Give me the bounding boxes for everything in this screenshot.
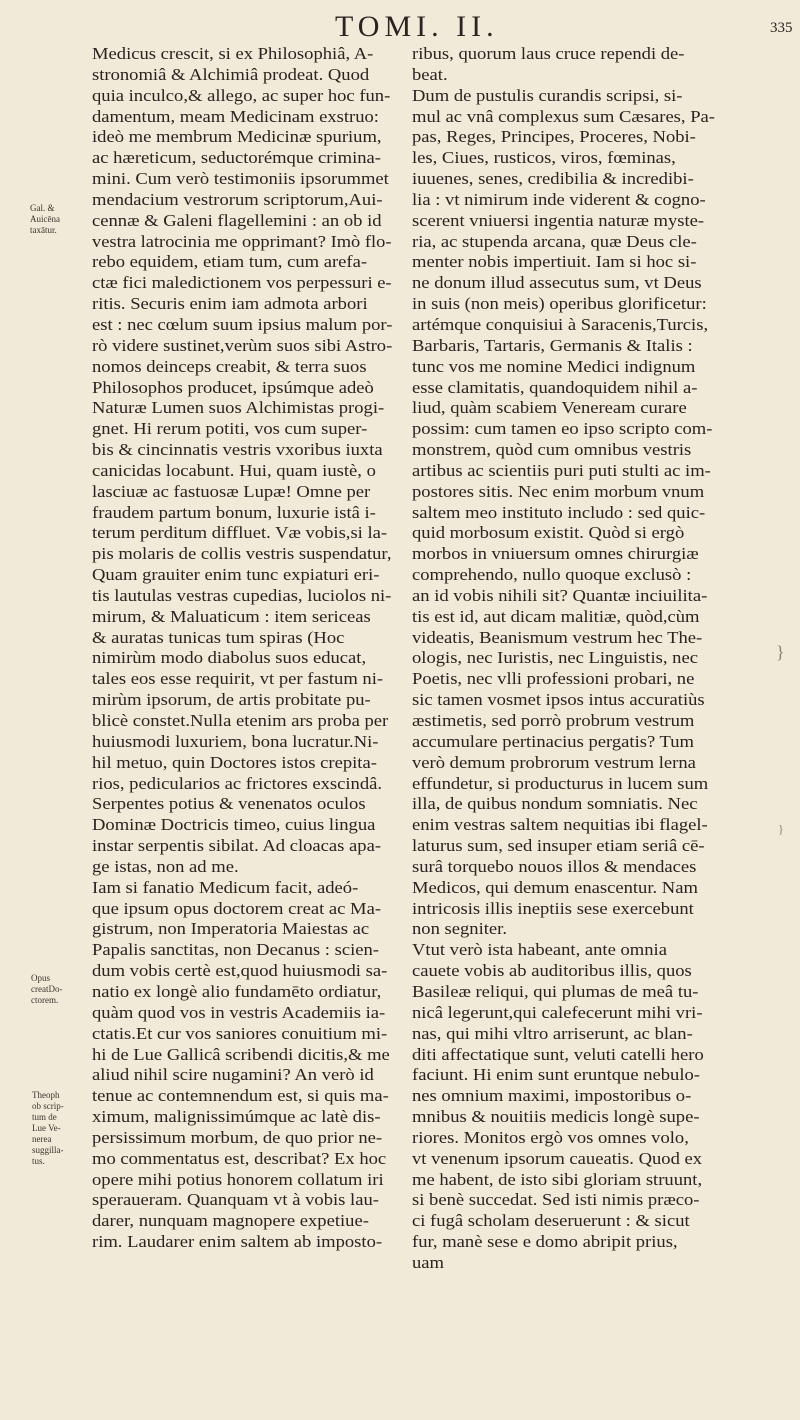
- text-line: faciunt. Hi enim sunt eruntque nebulo-: [412, 1065, 700, 1085]
- text-line: diti affectatique sunt, veluti catelli hero: [412, 1044, 704, 1064]
- text-line: dum vobis certè est,quod huiusmodi sa-: [92, 961, 388, 981]
- margin-note-line: Lue Ve-: [32, 1123, 61, 1133]
- text-line: quàm quod vos in vestris Academiis ia-: [92, 1002, 386, 1022]
- margin-note-galen-avicenna: [30, 203, 60, 236]
- text-line: Papalis sanctitas, non Decanus : scien-: [92, 940, 379, 960]
- text-line: Medicos, qui demum enascentur. Nam: [412, 877, 698, 897]
- text-line: pas, Reges, Principes, Proceres, Nobi-: [412, 127, 696, 147]
- margin-note-opus-doctorem: [31, 973, 62, 1006]
- text-line: quia inculco,& allego, ac super hoc fun-: [92, 85, 391, 105]
- text-line: Vtut verò ista habeant, ante omnia: [412, 940, 667, 960]
- text-line: tenue ac contemnendum est, si quis ma-: [92, 1086, 389, 1106]
- text-line: lasciuæ ac fastuosæ Lupæ! Omne per: [92, 481, 371, 501]
- text-line: stronomiâ & Alchimiâ prodeat. Quod: [92, 64, 370, 84]
- text-line: me habent, de isto sibi gloriam struunt,: [412, 1169, 703, 1189]
- text-line: Dominæ Doctricis timeo, cuius lingua: [92, 815, 376, 835]
- text-line: accumulare pertinacius pergatis? Tum: [412, 731, 694, 751]
- text-line: mul ac vnâ complexus sum Cæsares, Pa-: [412, 106, 715, 126]
- edge-mark: }: [776, 642, 785, 662]
- text-line: rios, pedicularios ac frictores exscindâ.: [92, 773, 383, 793]
- text-line: instar serpentis sibilat. Ad cloacas apa-: [92, 836, 382, 856]
- left-column: [92, 44, 392, 1253]
- text-line: tales eos esse requirit, vt per fastum ni-: [92, 669, 384, 689]
- text-line: comprehendo, nullo quoque exclusò :: [412, 565, 692, 585]
- text-line: rebo equidem, etiam tum, cum arefa-: [92, 252, 368, 272]
- text-line: riores. Monitos ergò vos omnes volo,: [412, 1127, 689, 1147]
- margin-note-line: suggilla-: [32, 1145, 64, 1155]
- text-line: Quam grauiter enim tunc expiaturi eri-: [92, 565, 380, 585]
- text-line: persissimum morbum, de quo prior ne-: [92, 1127, 383, 1147]
- text-line: in suis (non meis) operibus glorificetur:: [412, 294, 707, 314]
- text-line: illa, de quibus nondum somniatis. Nec: [412, 794, 698, 814]
- text-line: lia : vt nimirum inde viderent & cogno-: [412, 189, 706, 209]
- text-line: saltem meo instituto includo : sed quic-: [412, 502, 706, 522]
- text-line: blicè constet.Nulla etenim ars proba per: [92, 711, 389, 730]
- text-line: les, Ciues, rusticos, viros, fœminas,: [412, 148, 676, 168]
- text-line: fraudem partum bonum, luxurie istâ i-: [92, 502, 376, 522]
- text-line: speraueram. Quanquam vt à vobis lau-: [92, 1190, 379, 1210]
- text-line: rim. Laudarer enim saltem ab imposto-: [92, 1232, 383, 1252]
- text-line: natio ex longè alio fundamēto ordiatur,: [92, 981, 382, 1001]
- text-line: non segniter.: [412, 919, 507, 939]
- text-line: esse clamitatis, quandoquidem nihil a-: [412, 377, 698, 397]
- text-line: Iam si fanatio Medicum facit, adeó-: [92, 877, 359, 897]
- text-line: monstrem, quòd cum omnibus vestris: [412, 440, 692, 460]
- text-line: Dum de pustulis curandis scripsi, si-: [412, 85, 683, 105]
- text-line: verò demum probrorum vestrum lerna: [412, 752, 696, 772]
- text-line: Philosophos producet, ipsúmque adeò: [92, 377, 374, 397]
- text-line: ctatis.Et cur vos saniores conuitium mi-: [92, 1023, 388, 1043]
- text-line: mo commentatus est, describat? Ex hoc: [92, 1148, 387, 1168]
- text-line: hi de Lue Gallicâ scribendi dicitis,& me: [92, 1044, 390, 1064]
- text-line: que ipsum opus doctorem creat ac Ma-: [92, 898, 382, 918]
- text-line: quid morbosum existit. Quòd si ergò: [412, 523, 685, 543]
- text-line: Basileæ reliqui, qui plumas de meâ tu-: [412, 981, 699, 1001]
- text-line: terum perditum diffluet. Væ vobis,si la-: [92, 523, 388, 543]
- text-line: tis lautulas vestras cupedias, luciolos ni-: [92, 585, 392, 605]
- text-line: Poetis, nec vlli professioni probari, ne: [412, 669, 695, 689]
- text-line: ria, ac stupenda arcana, quæ Deus cle-: [412, 231, 697, 251]
- running-head: TOMI. II.: [335, 10, 499, 43]
- margin-note-line: Gal. &: [30, 203, 55, 213]
- text-line: gnet. Hi rerum potiti, vos cum super-: [92, 419, 368, 439]
- text-line: liud, quàm scabiem Veneream curare: [412, 398, 687, 418]
- text-line: enim vestras saltem nequitias ibi flagel-: [412, 815, 708, 835]
- text-line: mirùm ipsorum, de artis probitate pu-: [92, 690, 371, 710]
- text-line: mirum, & Maluaticum : item sericeas: [92, 606, 371, 626]
- text-line: mendacium vestrorum scriptorum,Aui-: [92, 189, 383, 209]
- text-line: cauete vobis ab auditoribus illis, quos: [412, 961, 692, 981]
- text-line: ritis. Securis enim iam admota arbori: [92, 294, 368, 314]
- text-line: ac hæreticum, seductorémque crimina-: [92, 148, 381, 168]
- page-number: 335: [770, 20, 793, 36]
- text-line: tunc vos me nomine Medici indignum: [412, 356, 696, 376]
- text-line: sic tamen vosmet ipsos intus accuratiùs: [412, 690, 705, 710]
- text-line: ologis, nec Iuristis, nec Linguistis, nec: [412, 648, 698, 668]
- text-line: si benè succedat. Sed isti nimis præco-: [412, 1190, 700, 1210]
- text-line: artibus ac scientiis puri puti stulti ac im-: [412, 460, 711, 480]
- text-line: canicidas locabunt. Hui, quam iustè, o: [92, 460, 376, 480]
- text-line: Serpentes potius & venenatos oculos: [92, 794, 366, 814]
- margin-note-line: tum de: [32, 1112, 57, 1122]
- text-line: ribus, quorum laus cruce rependi de-: [412, 44, 685, 63]
- text-line: ideò me membrum Medicinæ spurium,: [92, 127, 382, 147]
- text-line: damentum, meam Medicinam exstruo:: [92, 106, 379, 126]
- text-line: rò videre sustinet,verùm suos sibi Astro-: [92, 335, 393, 355]
- text-line: darer, nunquam magnopere expetiue-: [92, 1211, 369, 1231]
- margin-note-line: ob scrip-: [32, 1101, 64, 1111]
- margin-note-line: nerea: [32, 1134, 52, 1144]
- text-line: mnibus & nouitiis medicis longè supe-: [412, 1107, 700, 1127]
- text-line: nomos deinceps creabit, & terra suos: [92, 356, 367, 376]
- text-line: Medicus crescit, si ex Philosophiâ, A-: [92, 44, 374, 63]
- text-line: nicâ legerunt,qui calefecerunt mihi vri-: [412, 1002, 703, 1022]
- text-line: videatis, Beanismum vestrum hec The-: [412, 627, 703, 647]
- text-line: gistrum, non Imperatoria Maiestas ac: [92, 919, 370, 939]
- text-line: laturus sum, sed insuper etiam seriâ cē-: [412, 836, 705, 856]
- text-line: an id vobis nihili sit? Quantæ inciuilita-: [412, 585, 708, 605]
- text-line: scerent vniuersi ingentia naturæ myste-: [412, 210, 705, 230]
- text-line: nimirùm modo diabolus suos educat,: [92, 648, 367, 668]
- text-line: opere mihi potius honorem collatum iri: [92, 1169, 384, 1189]
- text-line: menter nobis impertiuit. Iam si hoc si-: [412, 252, 697, 272]
- margin-note-line: Theoph: [32, 1090, 60, 1100]
- text-line: Naturæ Lumen suos Alchimistas progi-: [92, 398, 385, 418]
- text-line: fur, manè sese e domo abripit prius,: [412, 1232, 678, 1252]
- margin-note-line: Opus: [31, 973, 51, 983]
- margin-note-line: Auicēna: [30, 214, 60, 224]
- text-line: æstimetis, sed porrò probrum vestrum: [412, 711, 695, 730]
- text-line: uam: [412, 1252, 445, 1272]
- text-line: mini. Cum verò testimoniis ipsorummet: [92, 169, 389, 189]
- text-line: pis molaris de collis vestris suspendatur,: [92, 544, 392, 564]
- text-line: ge istas, non ad me.: [92, 856, 239, 876]
- text-line: morbos in vniuersum omnes chirurgiæ: [412, 544, 699, 564]
- text-line: aliud nihil scire nugamini? An verò id: [92, 1065, 374, 1085]
- margin-note-line: creatDo-: [31, 984, 63, 994]
- text-line: beat.: [412, 64, 448, 84]
- text-line: ctæ fici maledictionem vos perpessuri e-: [92, 273, 392, 293]
- text-line: effundetur, si producturus in lucem sum: [412, 773, 709, 793]
- text-line: est : nec cœlum suum ipsius malum por-: [92, 314, 393, 334]
- text-line: intricosis illis ineptiis sese exercebunt: [412, 898, 694, 918]
- text-line: postores sitis. Nec enim morbum vnum: [412, 481, 705, 501]
- text-line: hil metuo, quin Doctores istos crepita-: [92, 752, 377, 772]
- margin-note-line: ctorem.: [31, 995, 59, 1005]
- text-line: artémque conquisiui à Saracenis,Turcis,: [412, 314, 709, 334]
- margin-note-theophrastus: [32, 1090, 64, 1167]
- text-line: nas, qui mihi vltro arriserunt, ac blan-: [412, 1023, 693, 1043]
- text-line: vestra latrocinia me opprimant? Imò flo-: [92, 231, 392, 251]
- text-line: ximum, malignissimúmque ac latè dis-: [92, 1107, 381, 1127]
- edge-mark: }: [778, 822, 784, 836]
- text-line: bis & cincinnatis vestris vxoribus iuxta: [92, 440, 383, 460]
- text-line: ci fugâ scholam deseruerunt : & sicut: [412, 1211, 690, 1231]
- margin-note-line: taxātur.: [30, 225, 57, 235]
- text-line: Barbaris, Tartaris, Germanis & Italis :: [412, 335, 693, 355]
- margin-note-line: tus.: [32, 1156, 45, 1166]
- right-column: [412, 44, 717, 1274]
- text-line: huiusmodi luxuriem, bona lucratur.Ni-: [92, 731, 379, 751]
- text-line: surâ torquebo nouos illos & mendaces: [412, 856, 697, 876]
- text-line: cennæ & Galeni flagellemini : an ob id: [92, 210, 382, 230]
- text-line: & auratas tunicas tum spiras (Hoc: [92, 627, 345, 647]
- text-line: possim: cum tamen eo ipso scripto com-: [412, 419, 713, 439]
- text-line: iuuenes, senes, credibilia & incredibi-: [412, 169, 694, 189]
- text-line: nes omnium maximi, impostoribus o-: [412, 1086, 692, 1106]
- text-line: tis est id, aut dicam malitiæ, quòd,cùm: [412, 606, 700, 626]
- text-line: ne donum illud assecutus sum, vt Deus: [412, 273, 702, 293]
- text-line: vt venenum ipsorum caueatis. Quod ex: [412, 1148, 703, 1168]
